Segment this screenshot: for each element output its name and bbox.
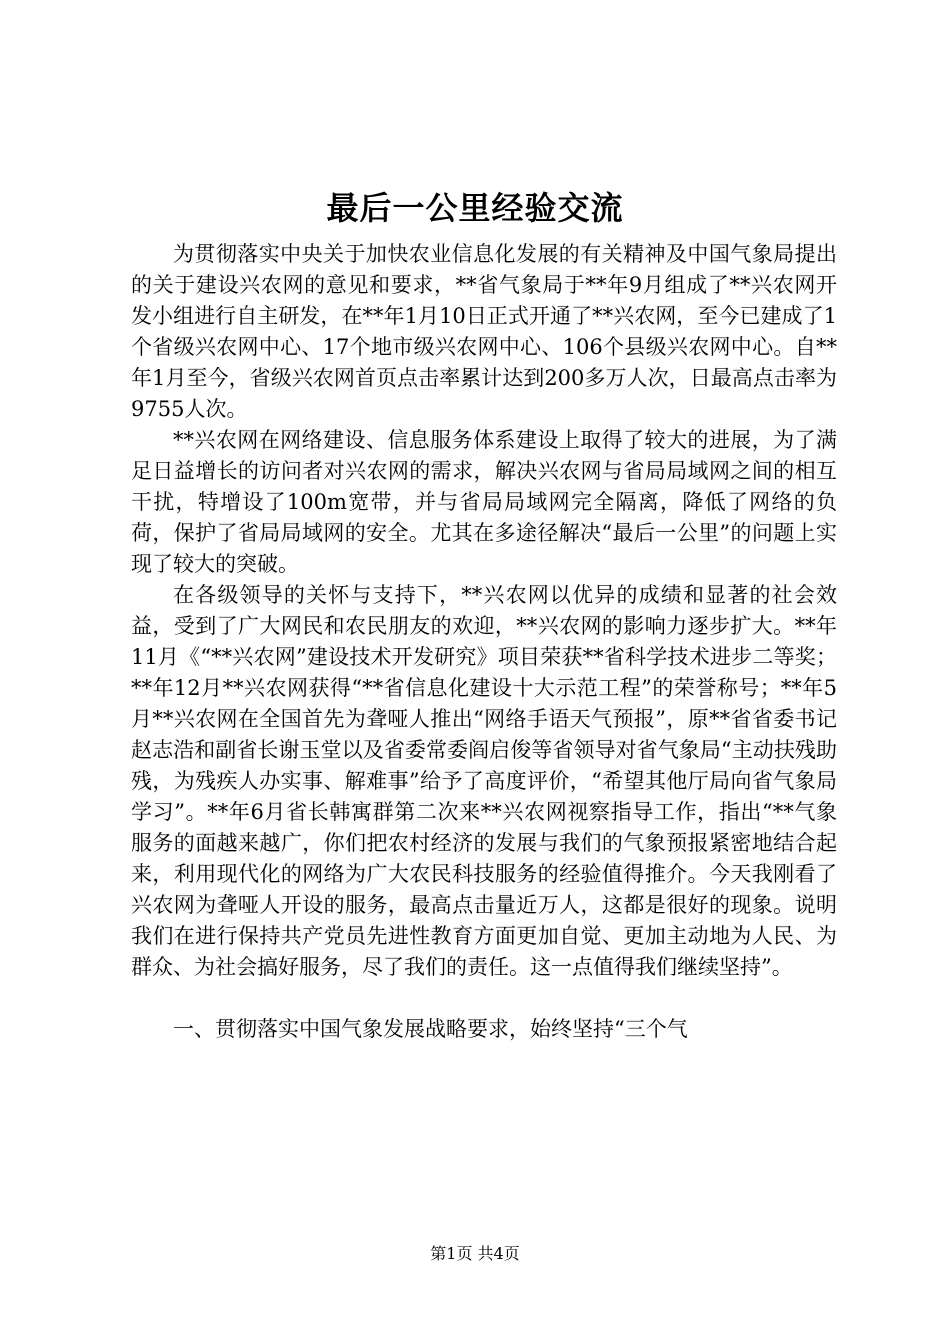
paragraph-intro: 为贯彻落实中央关于加快农业信息化发展的有关精神及中国气象局提出的关于建设兴农网的意见和要求，**省气象局于**年9月组成了**兴农网开发小组进行自主研发，在**年1月10日正式开通了**兴农网，至今已建成了1个省级兴农网中心、17个地市级兴农网中心、106个县级兴农网中心。自**年1月至今，省级兴农网首页点击率累计达到200多万人次，日最高点击率为9755人次。 — [131, 242, 837, 421]
paragraph-achievements: 在各级领导的关怀与支持下，**兴农网以优异的成绩和显著的社会效益，受到了广大网民和农民朋友的欢迎，**兴农网的影响力逐步扩大。**年11月《“**兴农网”建设技术开发研究》项目荣获**省科学技术进步二等奖；**年12月**兴农网获得“**省信息化建设十大示范工程”的荣誉称号；**年5月**兴农网在全国首先为聋哑人推出“网络手语天气预报”，原**省省委书记赵志浩和副省长谢玉堂以及省委常委阎启俊等省领导对省气象局“主动扶残助残，为残疾人办实事、解难事”给予了高度评价，“希望其他厅局向省气象局学习”。**年6月省长韩寓群第二次来**兴农网视察指导工作，指出“**气象服务的面越来越广，你们把农村经济的发展与我们的气象预报紧密地结合起来，利用现代化的网络为广大农民科技服务的经验值得推介。今天我刚看了兴农网为聋哑人开设的服务，最高点击量近万人，这都是很好的现象。说明我们在进行保持共产党员先进性教育方面更加自觉、更加主动地为人民、为群众、为社会搞好服务，尽了我们的责任。这一点值得我们继续坚持”。 — [131, 583, 837, 979]
paragraph-network-progress: **兴农网在网络建设、信息服务体系建设上取得了较大的进展，为了满足日益增长的访问者对兴农网的需求，解决兴农网与省局局域网之间的相互干扰，特增设了100m宽带，并与省局局域网完全隔离，降低了网络的负荷，保护了省局局域网的安全。尤其在多途径解决“最后一公里”的问题上实现了较大的突破。 — [131, 428, 837, 576]
document-title: 最后一公里经验交流 — [326, 189, 624, 227]
document-body — [131, 239, 837, 1045]
section-heading-one: 一、贯彻落实中国气象发展战略要求，始终坚持“三个气 — [173, 1017, 688, 1041]
page-footer: 第1页 共4页 — [430, 1244, 520, 1263]
